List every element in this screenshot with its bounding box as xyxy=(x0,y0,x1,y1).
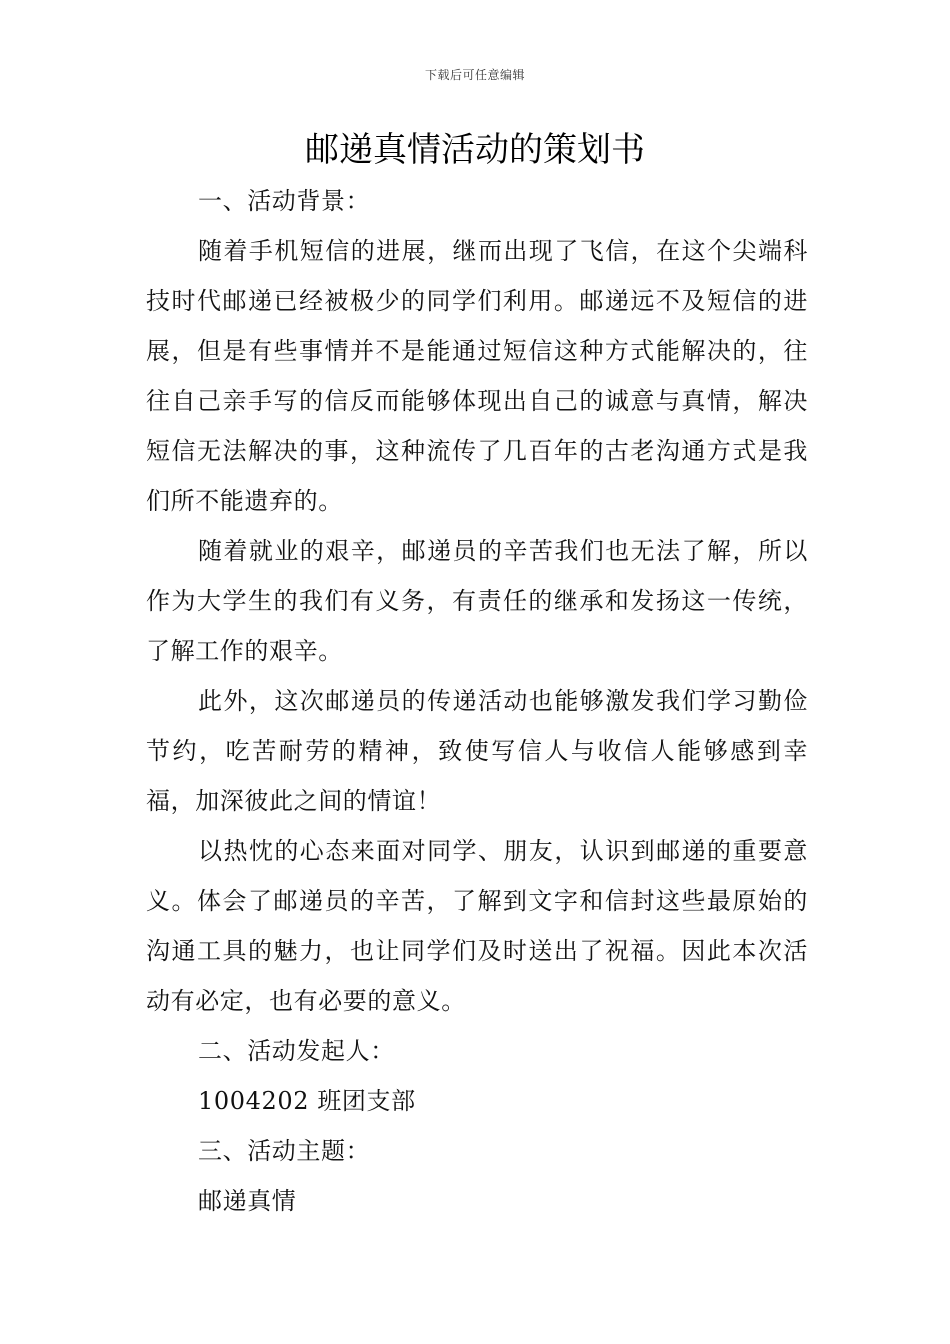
theme-value: 邮递真情 xyxy=(198,1187,297,1215)
section-heading-background: 一、活动背景： xyxy=(198,187,371,215)
background-paragraph-2: 随着就业的艰辛，邮递员的辛苦我们也无法了解，所以作为大学生的我们有义务，有责任的继承和发扬这一传统，了解工作的艰辛。 xyxy=(146,537,808,665)
background-paragraph-3: 此外，这次邮递员的传递活动也能够激发我们学习勤俭节约，吃苦耐劳的精神，致使写信人与收信人能够感到幸福，加深彼此之间的情谊！ xyxy=(146,687,808,815)
header-note: 下载后可任意编辑 xyxy=(424,68,525,82)
document-title: 邮递真情活动的策划书 xyxy=(305,130,645,170)
background-paragraph-4: 以热忱的心态来面对同学、朋友，认识到邮递的重要意义。体会了邮递员的辛苦，了解到文字和信封这些最原始的沟通工具的魅力，也让同学们及时送出了祝福。因此本次活动有必定，也有必要的意义。 xyxy=(146,837,808,1015)
section-heading-theme: 三、活动主题： xyxy=(198,1137,371,1165)
section-heading-initiator: 二、活动发起人： xyxy=(198,1037,395,1065)
document-body xyxy=(146,176,808,1226)
background-paragraph-1: 随着手机短信的进展，继而出现了飞信，在这个尖端科技时代邮递已经被极少的同学们利用。邮递远不及短信的进展，但是有些事情并不是能通过短信这种方式能解决的，往往自己亲手写的信反而能够体现出自己的诚意与真情，解决短信无法解决的事，这种流传了几百年的古老沟通方式是我们所不能遗弃的。 xyxy=(146,237,808,515)
initiator-value: 1004202 班团支部 xyxy=(198,1087,416,1115)
